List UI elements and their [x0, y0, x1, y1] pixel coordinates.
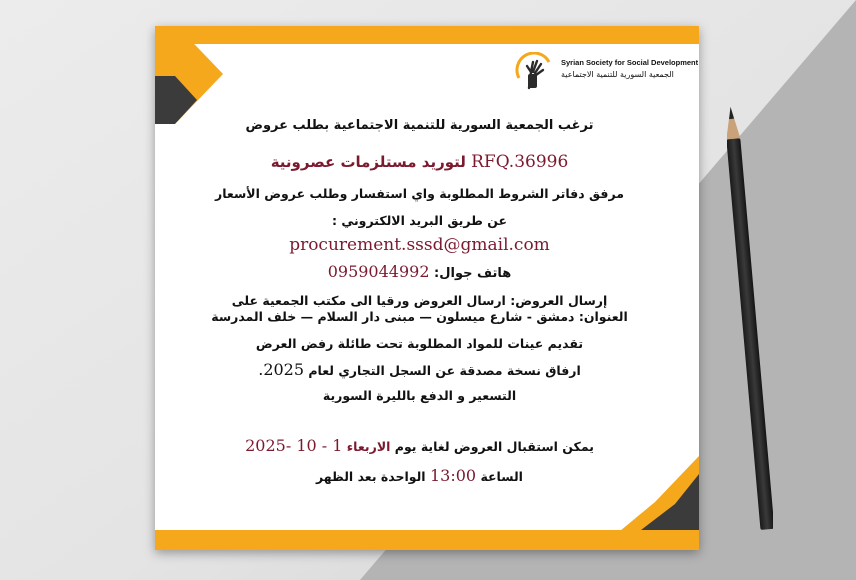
rfq-line	[175, 152, 664, 172]
time-label: الساعة	[480, 469, 523, 484]
email-address: procurement.sssd@gmail.com	[289, 235, 550, 255]
top-bar	[251, 26, 699, 44]
conditions-line: مرفق دفاتر الشروط المطلوبة واي استفسار وطلب عروض الأسعار	[215, 186, 624, 201]
time-value: 13:00	[429, 466, 477, 485]
logo-name-english: Syrian Society for Social Development	[561, 58, 699, 67]
send-offers-line: إرسال العروض: ارسال العروض ورقيا الى مكتب الجمعية على	[231, 293, 608, 308]
announcement-poster	[155, 26, 699, 550]
email-line	[175, 235, 664, 255]
register-line	[175, 360, 664, 379]
intro-line: ترغب الجمعية السورية للتنمية الاجتماعية بطلب عروض	[245, 118, 594, 133]
register-text: ارفاق نسخة مصدقة عن السجل التجاري لعام	[308, 363, 581, 378]
deadline-line	[175, 436, 664, 455]
rfq-code: RFQ.36996	[471, 152, 569, 172]
samples-line: تقديم عينات للمواد المطلوبة تحت طائلة رفض العرض	[255, 336, 584, 351]
register-year: 2025.	[258, 360, 305, 379]
address-line: العنوان: دمشق - شارع ميسلون — مبنى دار السلام — خلف المدرسة	[211, 309, 628, 324]
organization-logo	[515, 52, 699, 102]
time-text: الواحدة بعد الظهر	[316, 469, 426, 484]
currency-line: التسعير و الدفع بالليرة السورية	[322, 388, 517, 403]
deadline-date: 1 - 10 -2025	[245, 436, 343, 455]
logo-name-arabic: الجمعية السورية للتنمية الاجتماعية	[561, 70, 674, 79]
email-intro-line: عن طريق البريد الالكتروني :	[331, 213, 508, 228]
time-line	[175, 466, 664, 485]
hand-sun-logo-icon	[515, 52, 555, 92]
phone-line	[175, 262, 664, 281]
pencil-icon	[727, 98, 773, 538]
rfq-subject: لتوريد مستلزمات عصرونية	[270, 153, 466, 171]
deadline-day: الاربعاء	[346, 439, 391, 454]
deadline-text: يمكن استقبال العروض لغاية يوم	[394, 439, 594, 454]
phone-label: هاتف جوال:	[434, 266, 512, 281]
phone-number: 0959044992	[327, 262, 430, 281]
